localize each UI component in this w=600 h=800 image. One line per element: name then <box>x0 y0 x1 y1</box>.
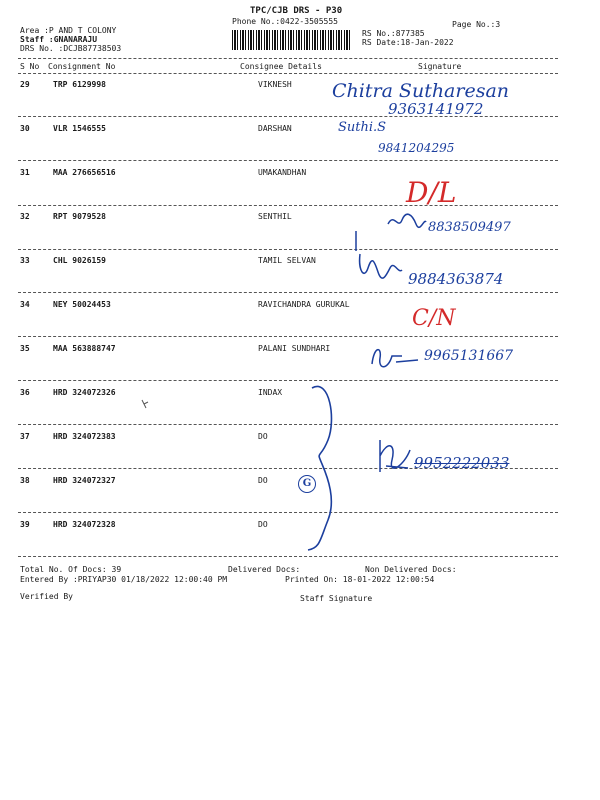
handwritten-mark: D/L <box>406 176 457 209</box>
divider <box>18 73 558 74</box>
staff-signature-label: Staff Signature <box>300 594 373 603</box>
handwritten-phone: 9965131667 <box>424 348 514 364</box>
row-divider <box>18 380 558 381</box>
row-consignee: DO <box>258 520 268 529</box>
document-title: TPC/CJB DRS - P30 <box>250 6 343 16</box>
handwritten-mark: C/N <box>412 306 456 331</box>
page-number: Page No.:3 <box>452 20 501 29</box>
row-consignment: NEY 50024453 <box>53 300 111 309</box>
row-consignment: CHL 9026159 <box>53 256 106 265</box>
handwritten-tick <box>140 398 150 412</box>
column-header-consignment: Consignment No <box>48 62 116 71</box>
row-sno: 33 <box>20 256 30 265</box>
row-consignee: RAVICHANDRA GURUKAL <box>258 300 350 309</box>
printed-on: Printed On: 18-01-2022 12:00:54 <box>285 575 435 584</box>
handwritten-signature: Chitra Sutharesan <box>332 80 510 102</box>
row-consignee: PALANI SUNDHARI <box>258 344 331 353</box>
barcode <box>232 30 352 50</box>
row-sno: 36 <box>20 388 30 397</box>
row-consignee: DO <box>258 432 268 441</box>
row-sno: 39 <box>20 520 30 529</box>
row-divider <box>18 336 558 337</box>
row-consignment: HRD 324072328 <box>53 520 116 529</box>
row-consignment: RPT 9079528 <box>53 212 106 221</box>
divider <box>18 58 558 59</box>
column-header-sno: S No <box>20 62 40 71</box>
row-divider <box>18 512 558 513</box>
delivered-docs: Delivered Docs: <box>228 565 301 574</box>
handwritten-brace <box>302 380 344 556</box>
handwritten-stroke <box>352 230 360 252</box>
column-header-consignee: Consignee Details <box>240 62 322 71</box>
row-sno: 30 <box>20 124 30 133</box>
row-consignee: DARSHAN <box>258 124 292 133</box>
handwritten-phone: 9952222033 <box>414 454 510 472</box>
handwritten-scribble <box>374 436 414 476</box>
row-divider <box>18 292 558 293</box>
drs-number: DRS No. :DCJB87738503 <box>20 44 122 53</box>
row-consignment: MAA 276656516 <box>53 168 116 177</box>
row-sno: 37 <box>20 432 30 441</box>
row-sno: 34 <box>20 300 30 309</box>
handwritten-phone: 9884363874 <box>408 270 504 288</box>
staff-label: Staff :GNANARAJU <box>20 35 98 44</box>
row-consignment: HRD 324072383 <box>53 432 116 441</box>
row-consignment: HRD 324072326 <box>53 388 116 397</box>
area-label: Area :P AND T COLONY <box>20 26 117 35</box>
total-docs: Total No. Of Docs: 39 <box>20 565 122 574</box>
handwritten-signature: Suthi.S <box>338 120 387 135</box>
row-divider <box>18 205 558 206</box>
entered-by: Entered By :PRIYAP30 01/18/2022 12:00:40 PM <box>20 575 228 584</box>
row-divider <box>18 424 558 425</box>
handwritten-phone: 8838509497 <box>428 220 511 235</box>
row-divider <box>18 556 558 557</box>
row-consignment: MAA 563888747 <box>53 344 116 353</box>
phone-number: Phone No.:0422-3505555 <box>232 17 338 26</box>
row-sno: 31 <box>20 168 30 177</box>
handwritten-circled-mark: G <box>298 475 316 493</box>
row-divider <box>18 160 558 161</box>
row-consignment: TRP 6129998 <box>53 80 106 89</box>
row-sno: 38 <box>20 476 30 485</box>
row-consignee: SENTHIL <box>258 212 292 221</box>
row-consignee: VIKNESH <box>258 80 292 89</box>
row-consignee: TAMIL SELVAN <box>258 256 316 265</box>
row-sno: 29 <box>20 80 30 89</box>
column-header-signature: Signature <box>418 62 462 71</box>
rs-date: RS Date:18-Jan-2022 <box>362 38 454 47</box>
row-sno: 35 <box>20 344 30 353</box>
row-consignment: HRD 324072327 <box>53 476 116 485</box>
handwritten-phone: 9363141972 <box>388 100 484 118</box>
handwritten-scribble <box>386 210 428 232</box>
row-consignee: DO <box>258 476 268 485</box>
handwritten-scribble <box>356 250 404 286</box>
rs-number: RS No.:877385 <box>362 29 425 38</box>
non-delivered-docs: Non Delivered Docs: <box>365 565 457 574</box>
row-sno: 32 <box>20 212 30 221</box>
verified-by: Verified By <box>20 592 73 601</box>
row-consignment: VLR 1546555 <box>53 124 106 133</box>
row-consignee: INDAX <box>258 388 283 397</box>
handwritten-scribble <box>368 342 422 372</box>
row-divider <box>18 249 558 250</box>
handwritten-phone: 9841204295 <box>378 141 455 155</box>
row-consignee: UMAKANDHAN <box>258 168 307 177</box>
